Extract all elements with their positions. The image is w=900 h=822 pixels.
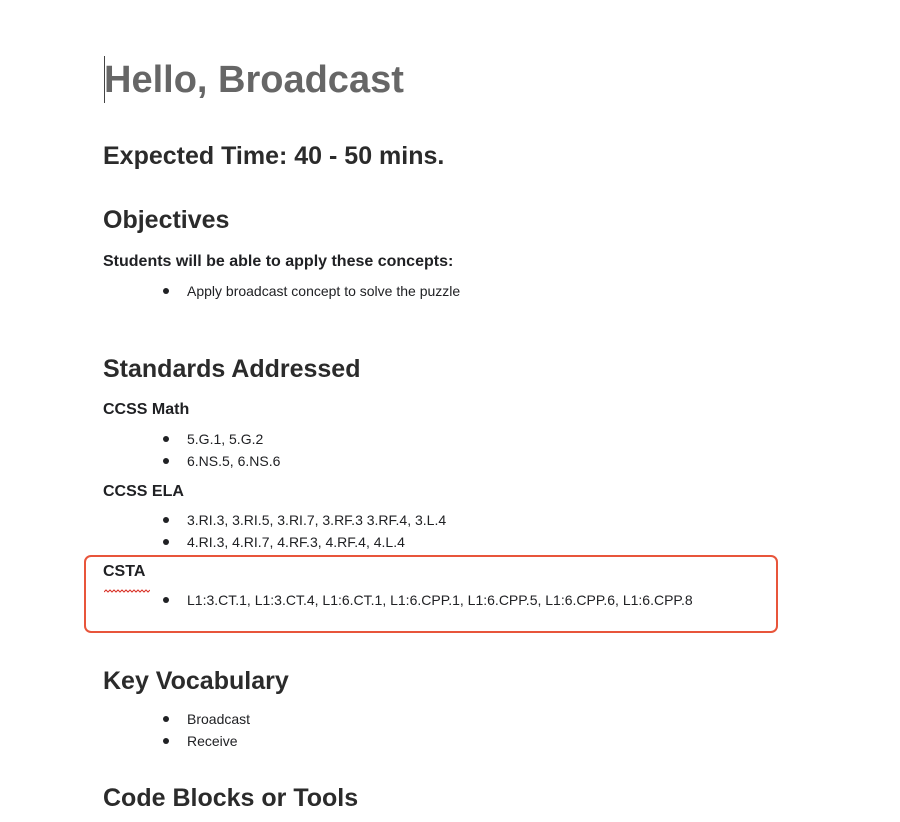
vocabulary-heading[interactable]: Key Vocabulary bbox=[103, 667, 289, 695]
csta-item[interactable]: L1:3.CT.1, L1:3.CT.4, L1:6.CT.1, L1:6.CPP.1, L1:6.CPP.5, L1:6.CPP.6, L1:6.CPP.8 bbox=[187, 592, 693, 608]
ccss-math-item[interactable]: 5.G.1, 5.G.2 bbox=[187, 431, 264, 447]
code-blocks-heading[interactable]: Code Blocks or Tools bbox=[103, 784, 359, 812]
bullet-icon bbox=[163, 517, 169, 523]
csta-label[interactable]: CSTA bbox=[103, 563, 146, 580]
objectives-heading[interactable]: Objectives bbox=[103, 206, 230, 234]
bullet-icon bbox=[163, 539, 169, 545]
bullet-icon bbox=[163, 738, 169, 744]
bullet-icon bbox=[163, 288, 169, 294]
ccss-ela-item[interactable]: 4.RI.3, 4.RI.7, 4.RF.3, 4.RF.4, 4.L.4 bbox=[187, 534, 405, 550]
spellcheck-underline[interactable] bbox=[104, 589, 150, 593]
expected-time-heading[interactable]: Expected Time: 40 - 50 mins. bbox=[103, 142, 445, 170]
objective-item[interactable]: Apply broadcast concept to solve the puzzle bbox=[187, 283, 461, 299]
objectives-subheading[interactable]: Students will be able to apply these concepts: bbox=[103, 253, 454, 270]
document-title[interactable]: Hello, Broadcast bbox=[104, 59, 404, 101]
ccss-math-label[interactable]: CCSS Math bbox=[103, 401, 190, 418]
bullet-icon bbox=[163, 436, 169, 442]
vocabulary-item[interactable]: Broadcast bbox=[187, 711, 251, 727]
bullet-icon bbox=[163, 597, 169, 603]
ccss-math-item[interactable]: 6.NS.5, 6.NS.6 bbox=[187, 453, 281, 469]
ccss-ela-label[interactable]: CCSS ELA bbox=[103, 483, 184, 500]
bullet-icon bbox=[163, 716, 169, 722]
vocabulary-item[interactable]: Receive bbox=[187, 733, 238, 749]
bullet-icon bbox=[163, 458, 169, 464]
ccss-ela-item[interactable]: 3.RI.3, 3.RI.5, 3.RI.7, 3.RF.3 3.RF.4, 3.L.4 bbox=[187, 512, 447, 528]
standards-heading[interactable]: Standards Addressed bbox=[103, 355, 361, 383]
